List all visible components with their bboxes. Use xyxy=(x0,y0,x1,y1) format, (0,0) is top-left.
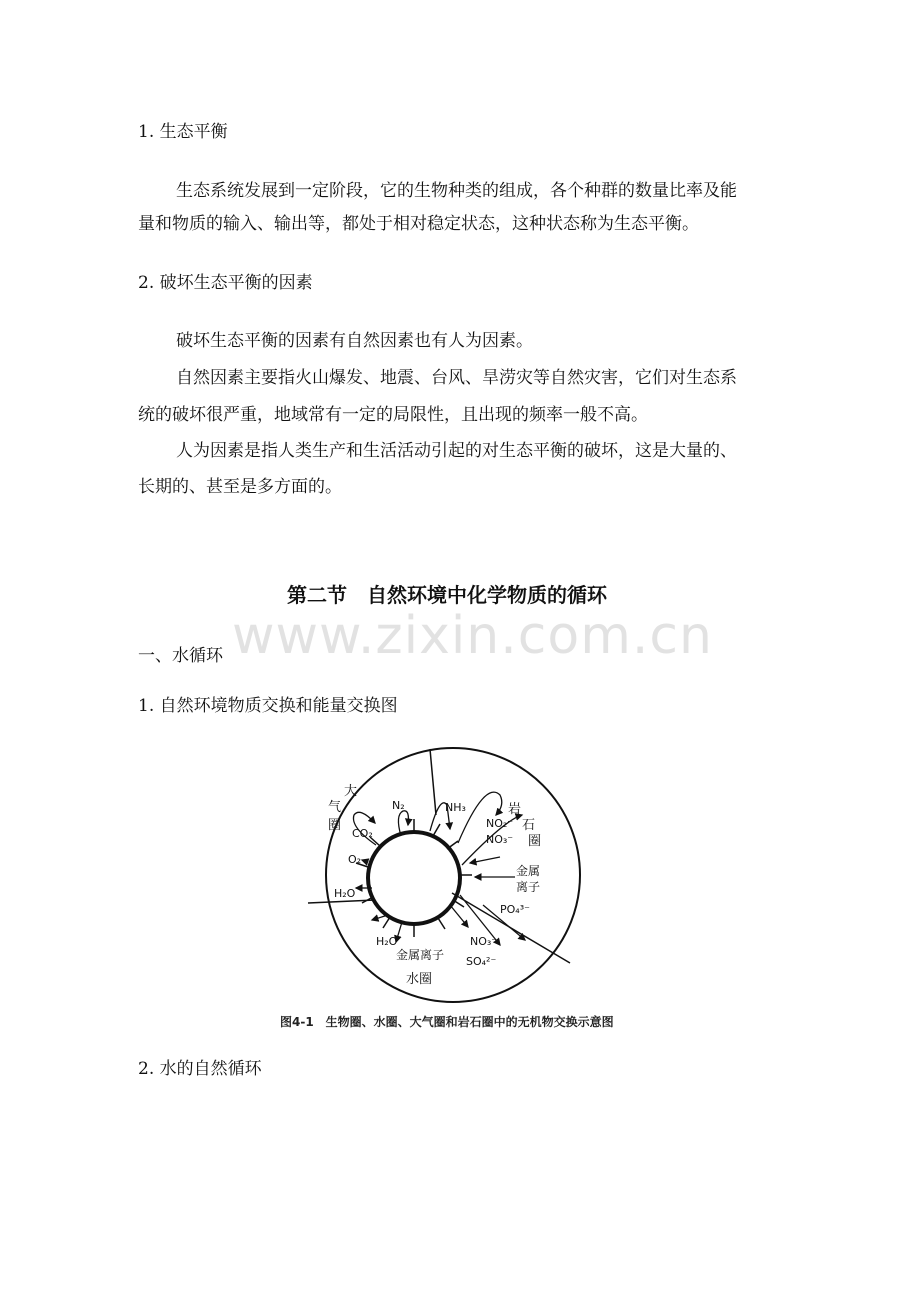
exchange-arrows xyxy=(353,792,525,945)
label-nh3: NH₃ xyxy=(445,801,466,814)
label-co2: CO₂ xyxy=(352,827,373,840)
label-h2o-left: H₂O xyxy=(334,887,356,900)
label-o2: O₂ xyxy=(348,853,362,866)
section-1-paragraph-line-1: 生态系统发展到一定阶段，它的生物种类的组成，各个种群的数量比率及能 xyxy=(176,181,737,201)
label-so4: SO₄²⁻ xyxy=(466,955,497,968)
chapter-heading: 第二节 自然环境中化学物质的循环 xyxy=(287,583,607,607)
item-water-natural-cycle: 2. 水的自然循环 xyxy=(138,1059,262,1079)
label-no3-top: NO₃⁻ xyxy=(486,833,514,846)
section-2-title: 2. 破坏生态平衡的因素 xyxy=(138,273,313,293)
subsection-water-cycle: 一、水循环 xyxy=(138,646,223,666)
label-metal-ion-right-2: 离子 xyxy=(516,880,541,894)
exchange-diagram-svg xyxy=(300,745,620,1010)
outer-circle xyxy=(326,748,580,1002)
atmosphere-label-1: 大 xyxy=(344,784,358,799)
divider-top xyxy=(430,749,436,815)
exchange-diagram xyxy=(300,745,620,1014)
atmosphere-label-2: 气 xyxy=(328,800,342,815)
section-2-paragraph-2-line-1: 自然因素主要指火山爆发、地震、台风、旱涝灾等自然灾害，它们对生态系 xyxy=(176,368,737,388)
lithosphere-label-1: 岩 xyxy=(508,802,522,817)
label-metal-ion-bottom: 金属离子 xyxy=(396,948,445,962)
label-metal-ion-right-1: 金属 xyxy=(516,864,541,878)
section-1-title: 1. 生态平衡 xyxy=(138,122,228,142)
section-2-paragraph-2-line-2: 统的破坏很严重，地域常有一定的局限性，且出现的频率一般不高。 xyxy=(138,405,648,425)
label-no3-bottom: NO₃⁻ xyxy=(470,935,498,948)
lithosphere-label-3: 圈 xyxy=(528,834,542,849)
label-n2: N₂ xyxy=(392,799,405,812)
inner-circle xyxy=(368,832,460,924)
section-2-paragraph-3-line-2: 长期的、甚至是多方面的。 xyxy=(138,477,342,497)
label-no2: NO₂⁻ xyxy=(486,817,514,830)
item-exchange-diagram-title: 1. 自然环境物质交换和能量交换图 xyxy=(138,696,398,716)
atmosphere-label-3: 圈 xyxy=(328,818,342,833)
label-po4: PO₄³⁻ xyxy=(500,903,530,916)
section-2-paragraph-3-line-1: 人为因素是指人类生产和生活活动引起的对生态平衡的破坏，这是大量的、 xyxy=(176,441,737,461)
watermark: www.zixin.com.cn xyxy=(232,606,713,666)
diagram-caption: 图4-1 生物圈、水圈、大气圈和岩石圈中的无机物交换示意图 xyxy=(280,1015,614,1029)
label-h2o-bottom: H₂O xyxy=(376,935,398,948)
lithosphere-label-2: 石 xyxy=(522,818,536,833)
section-1-paragraph-line-2: 量和物质的输入、输出等，都处于相对稳定状态，这种状态称为生态平衡。 xyxy=(138,214,699,234)
section-2-paragraph-1: 破坏生态平衡的因素有自然因素也有人为因素。 xyxy=(176,331,533,351)
hydrosphere-label: 水圈 xyxy=(406,972,433,987)
